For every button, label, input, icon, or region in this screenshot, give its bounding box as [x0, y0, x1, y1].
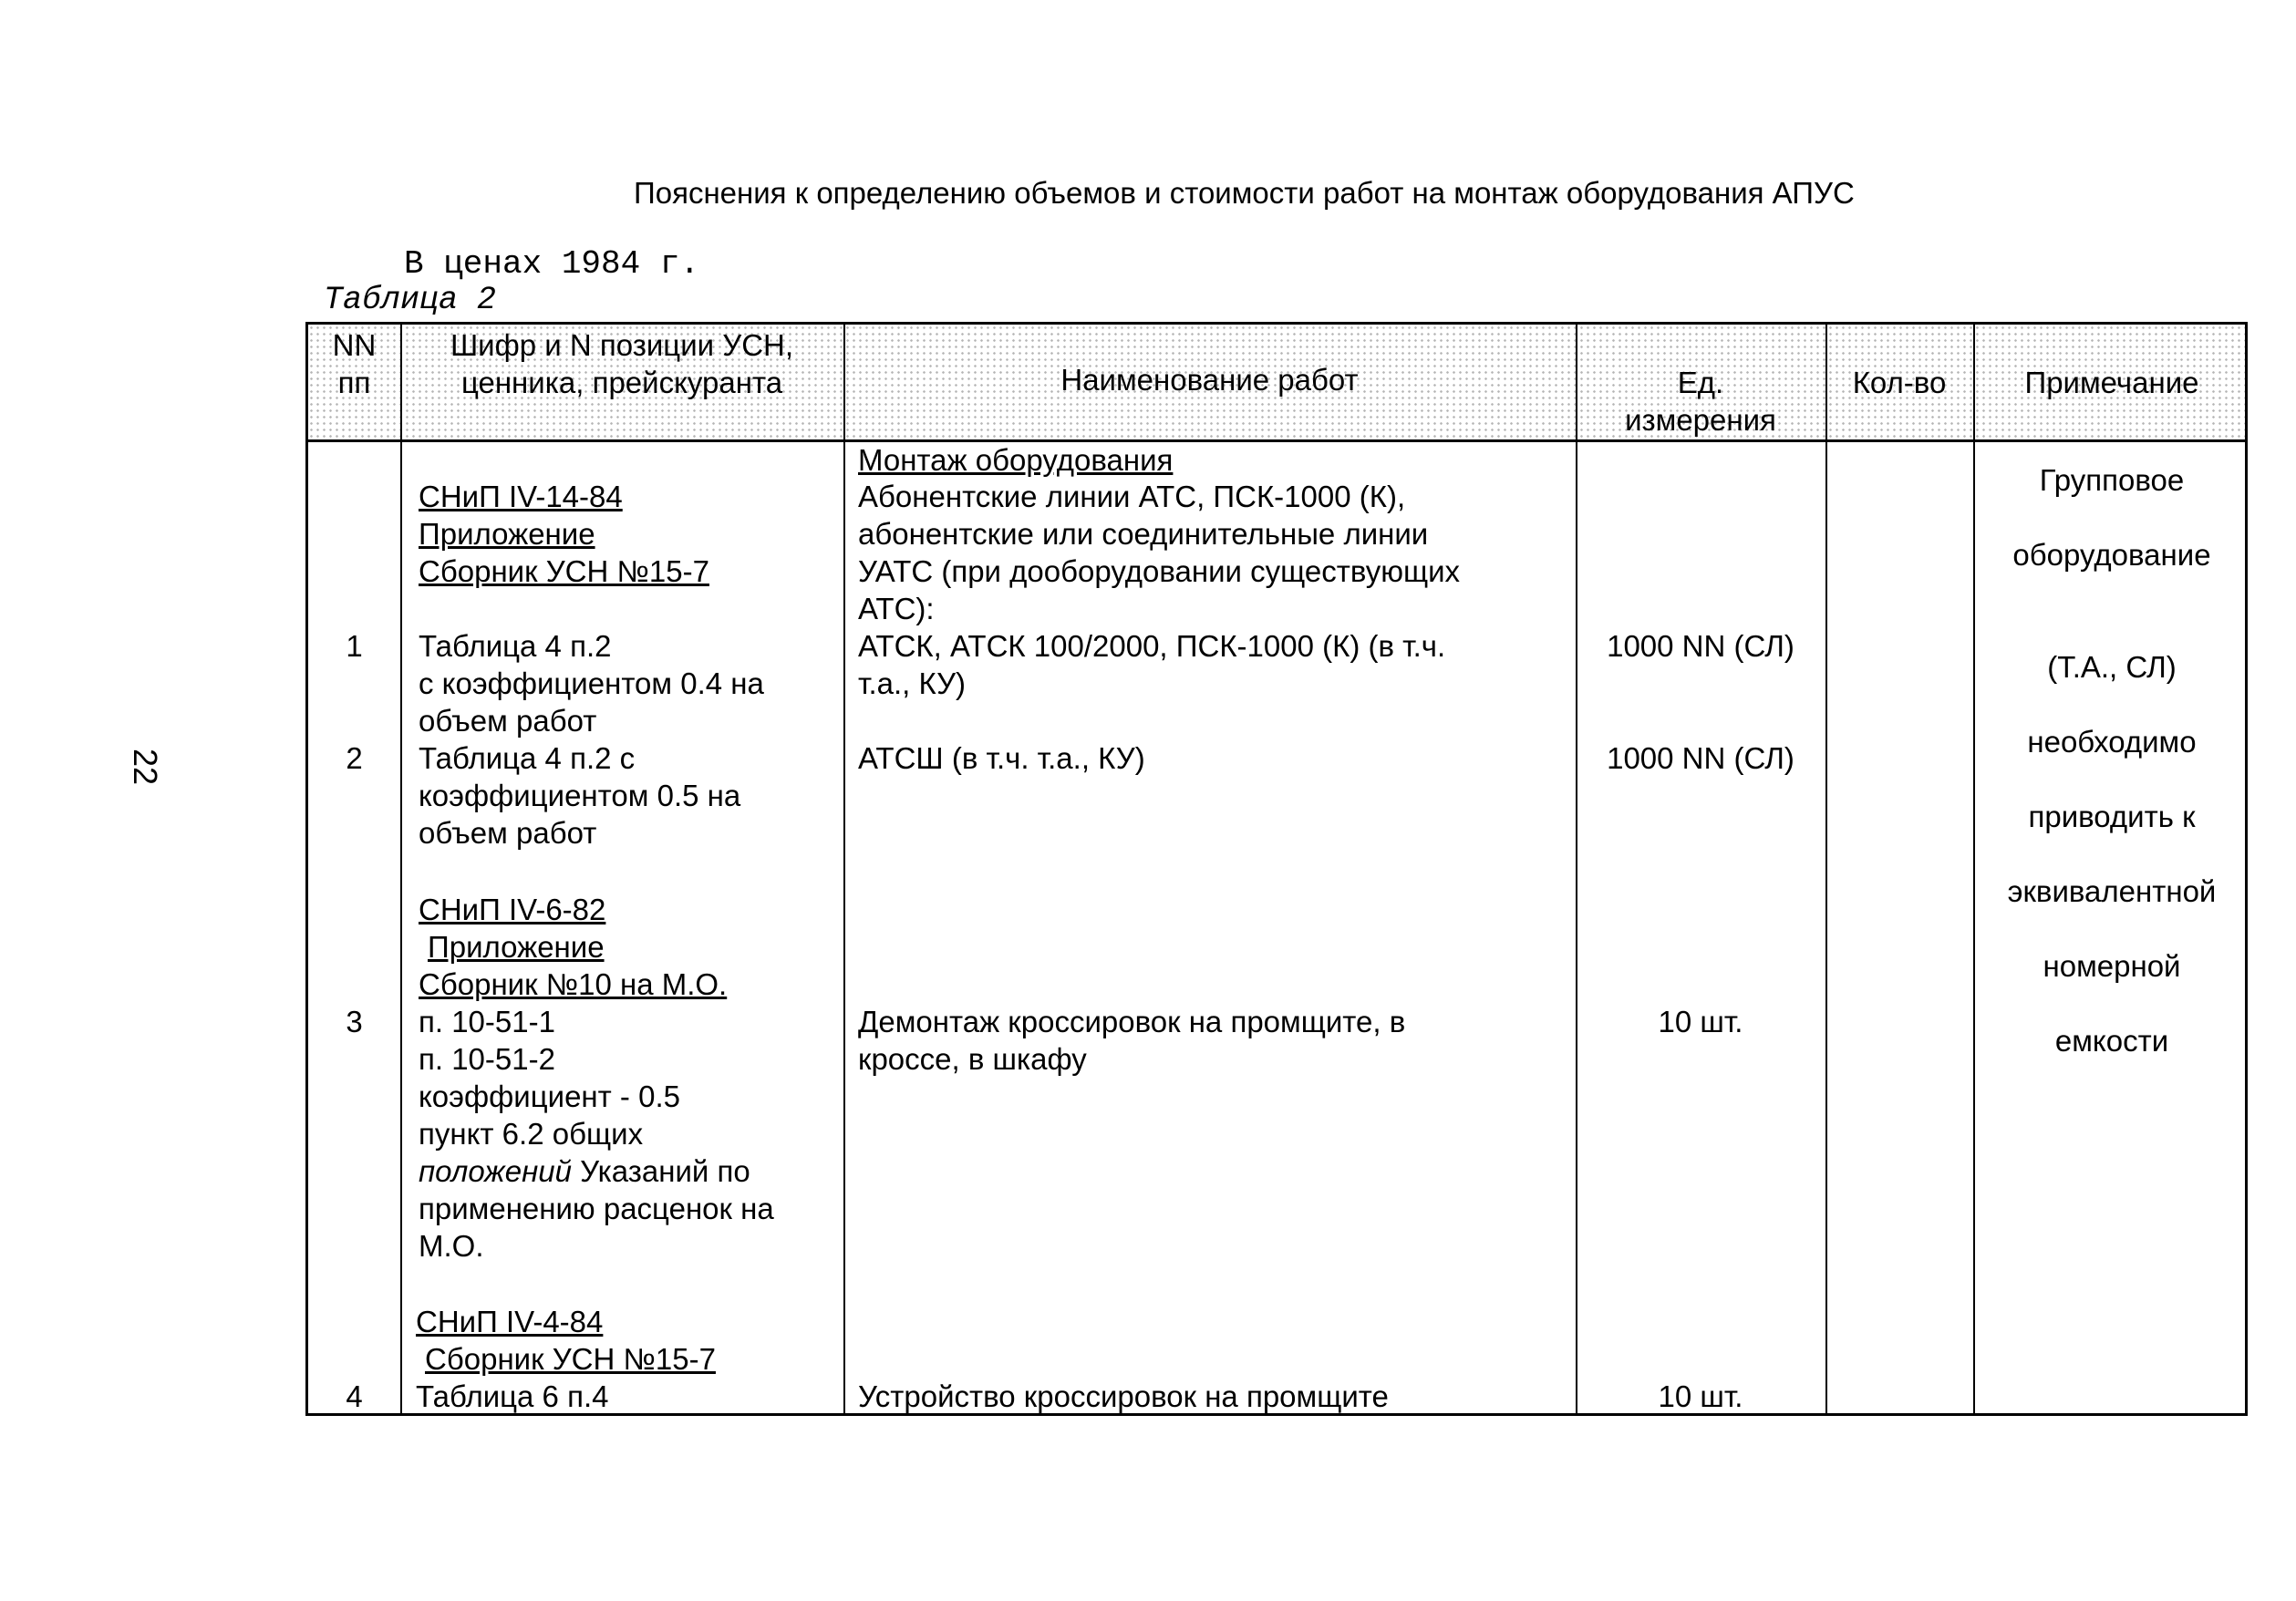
note-column — [1973, 443, 2250, 1079]
header-unit — [1576, 364, 1825, 439]
row-3-nn: 3 — [346, 1005, 363, 1038]
column-divider — [400, 325, 402, 1413]
header-name: Наименование работ — [1060, 363, 1359, 397]
works-table — [305, 322, 2248, 1416]
code-line: пункт 6.2 общих — [419, 1117, 644, 1151]
header-qty: Кол-во — [1852, 366, 1947, 399]
intro-line: АТС): — [858, 592, 935, 625]
note-line: приводить к — [2028, 800, 2196, 833]
code-line: Таблица 4 п.2 с — [419, 741, 636, 775]
row-4-code: Таблица 6 п.4 — [416, 1379, 609, 1413]
name-line: Демонтаж кроссировок на промщите, в — [858, 1005, 1406, 1038]
row-3-code — [419, 1003, 774, 1265]
intro-line: Абонентские линии АТС, ПСК-1000 (К), — [858, 480, 1406, 513]
code-line-rest: Указаний по — [571, 1154, 750, 1188]
note-line: номерной — [2043, 949, 2181, 983]
code-line: п. 10-51-2 — [419, 1042, 555, 1076]
header-unit-line1: Ед. — [1677, 366, 1724, 399]
reference-block-1 — [419, 478, 709, 590]
row-2-unit: 1000 NN (СЛ) — [1607, 741, 1794, 775]
table-caption: Таблица 2 — [324, 282, 497, 318]
header-code-line2: ценника, прейскуранта — [460, 366, 783, 399]
row-4-reference — [416, 1303, 716, 1378]
code-line: применению расценок на — [419, 1192, 774, 1225]
reference-line: СНиП IV-4-84 — [416, 1305, 604, 1338]
note-line: необходимо — [2027, 725, 2197, 759]
row-2-code — [419, 739, 740, 852]
note-line: емкости — [2054, 1024, 2169, 1058]
code-line: коэффициент - 0.5 — [419, 1079, 680, 1113]
page-number: 22 — [127, 748, 165, 786]
name-line: т.а., КУ) — [858, 666, 967, 700]
reference-line: СНиП IV-14-84 — [419, 480, 623, 513]
row-3-unit: 10 шт. — [1658, 1005, 1743, 1038]
row-4-unit: 10 шт. — [1658, 1379, 1743, 1413]
name-line: АТСК, АТСК 100/2000, ПСК-1000 (К) (в т.ч. — [858, 629, 1446, 663]
note-line: (Т.А., СЛ) — [2047, 650, 2177, 684]
column-divider — [1576, 325, 1577, 1413]
reference-line: Приложение — [428, 930, 605, 964]
intro-line: абонентские или соединительные линии — [858, 517, 1429, 551]
note-line: эквивалентной — [2007, 874, 2217, 908]
header-unit-line2: измерения — [1625, 403, 1776, 437]
section-intro — [858, 478, 1460, 627]
code-line — [419, 1152, 774, 1190]
code-line: объем работ — [419, 816, 597, 850]
prices-note: В ценах 1984 г. — [404, 245, 700, 283]
intro-line: УАТС (при дооборудовании существующих — [858, 554, 1461, 588]
code-line: коэффициентом 0.5 на — [419, 779, 741, 812]
reference-line: СНиП IV-6-82 — [419, 893, 606, 926]
code-italic-word: положений — [419, 1154, 572, 1188]
row-2-name: АТСШ (в т.ч. т.а., КУ) — [858, 741, 1145, 775]
column-divider — [843, 325, 845, 1413]
note-line: Групповое — [2039, 463, 2185, 497]
reference-line: Приложение — [419, 517, 595, 551]
code-line: Таблица 4 п.2 — [419, 629, 612, 663]
row-3-name — [858, 1003, 1405, 1078]
row-2-nn: 2 — [346, 741, 363, 775]
code-line: с коэффициентом 0.4 на — [419, 666, 764, 700]
header-nn — [308, 326, 400, 401]
row-1-nn: 1 — [346, 629, 363, 663]
code-line: объем работ — [419, 704, 597, 738]
note-line: оборудование — [2012, 538, 2211, 572]
header-note: Примечание — [2024, 366, 2199, 399]
column-divider — [1825, 325, 1827, 1413]
reference-line: Сборник №10 на М.О. — [419, 967, 728, 1001]
header-code-line1: Шифр и N позиции УСН, — [450, 328, 794, 362]
row-1-name — [858, 627, 1445, 702]
reference-line: Сборник УСН №15-7 — [425, 1342, 716, 1376]
section-title: Монтаж оборудования — [858, 443, 1174, 477]
note-spacer — [1973, 593, 2250, 630]
name-line: кроссе, в шкафу — [858, 1042, 1087, 1076]
row-1-unit: 1000 NN (СЛ) — [1607, 629, 1794, 663]
code-line: М.О. — [419, 1229, 484, 1263]
row-4-nn: 4 — [346, 1379, 363, 1413]
document-title: Пояснения к определению объемов и стоимости работ на монтаж оборудования АПУС — [634, 176, 1855, 210]
row-3-reference — [419, 891, 727, 1003]
row-4-name: Устройство кроссировок на промщите — [858, 1379, 1389, 1413]
header-code — [400, 326, 843, 401]
row-1-code — [419, 627, 764, 739]
header-nn-line1: NN — [332, 328, 377, 362]
header-nn-line2: пп — [337, 366, 371, 399]
code-line: п. 10-51-1 — [419, 1005, 555, 1038]
reference-line: Сборник УСН №15-7 — [419, 554, 709, 588]
